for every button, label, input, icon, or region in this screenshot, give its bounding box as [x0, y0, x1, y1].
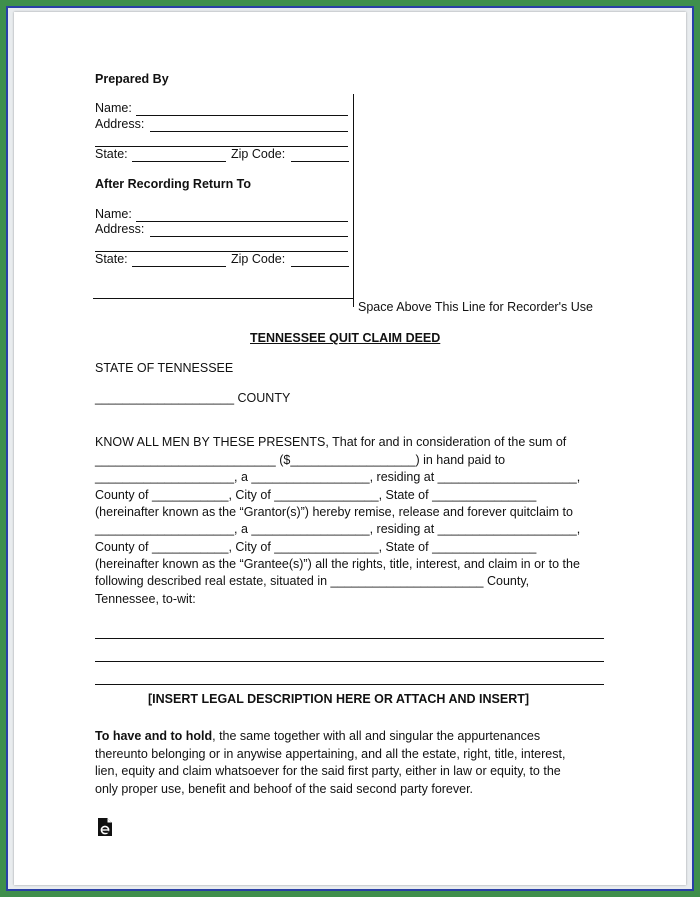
eforms-logo-icon — [97, 817, 113, 837]
prepared-state-label: State: — [95, 147, 128, 161]
document-page — [14, 12, 686, 885]
return-to-heading: After Recording Return To — [95, 177, 252, 191]
deed-title: TENNESSEE QUIT CLAIM DEED — [250, 331, 441, 345]
body-line-3: ____________________, a _________________, residing at ____________________, — [95, 470, 581, 484]
habendum-lead: To have and to hold — [95, 729, 213, 743]
prepared-address-line-2 — [95, 146, 348, 147]
body-line-7: County of ___________, City of _______________, State of _______________ — [95, 540, 537, 554]
habendum-line-1: , the same together with all and singular the appurtenances — [212, 729, 541, 743]
recorder-divider-vertical — [353, 94, 354, 307]
return-address-line-2 — [95, 251, 348, 252]
return-state-line — [132, 266, 226, 267]
return-address-line — [150, 236, 348, 237]
state-line: STATE OF TENNESSEE — [95, 361, 234, 375]
body-line-8: (hereinafter known as the “Grantee(s)”) all the rights, title, interest, and claim in or to the — [95, 557, 580, 571]
return-name-label: Name: — [95, 207, 132, 221]
body-line-9: following described real estate, situated in ______________________ County, — [95, 574, 530, 588]
legal-description-instruction: [INSERT LEGAL DESCRIPTION HERE OR ATTACH AND INSERT] — [148, 692, 530, 706]
body-line-1: KNOW ALL MEN BY THESE PRESENTS, That for and in consideration of the sum of — [95, 435, 567, 449]
recorder-divider-horizontal — [93, 298, 353, 299]
return-zip-line — [291, 266, 349, 267]
county-line: ____________________ COUNTY — [95, 391, 291, 405]
habendum-line-4: only proper use, benefit and behoof of the said second party forever. — [95, 781, 474, 796]
prepared-state-line — [132, 161, 226, 162]
return-zip-label: Zip Code: — [231, 252, 286, 266]
body-line-2: __________________________ ($__________________) in hand paid to — [95, 453, 506, 467]
return-state-label: State: — [95, 252, 128, 266]
prepared-address-line — [150, 131, 348, 132]
recorder-note: Space Above This Line for Recorder's Use — [358, 300, 593, 314]
prepared-zip-label: Zip Code: — [231, 147, 286, 161]
body-line-4: County of ___________, City of _______________, State of _______________ — [95, 488, 537, 502]
body-line-5: (hereinafter known as the “Grantor(s)”) hereby remise, release and forever quitclaim to — [95, 505, 573, 519]
legal-blank-line-2 — [95, 661, 604, 662]
prepared-address-label: Address: — [95, 117, 145, 131]
legal-blank-line-1 — [95, 638, 604, 639]
habendum-line-3: lien, equity and claim whatsoever for the said first party, either in law or equity, to the — [95, 764, 561, 778]
body-line-10: Tennessee, to-wit: — [95, 592, 196, 606]
body-line-6: ____________________, a _________________, residing at ____________________, — [95, 522, 581, 536]
legal-blank-line-3 — [95, 684, 604, 685]
return-address-label: Address: — [95, 222, 145, 236]
prepared-by-heading: Prepared By — [95, 72, 169, 86]
prepared-zip-line — [291, 161, 349, 162]
prepared-name-label: Name: — [95, 101, 132, 115]
prepared-name-line — [136, 115, 348, 116]
habendum-paragraph — [95, 728, 615, 798]
return-name-line — [136, 221, 348, 222]
habendum-line-2: thereunto belonging or in anywise appertaining, and all the estate, right, title, interest, — [95, 746, 566, 761]
